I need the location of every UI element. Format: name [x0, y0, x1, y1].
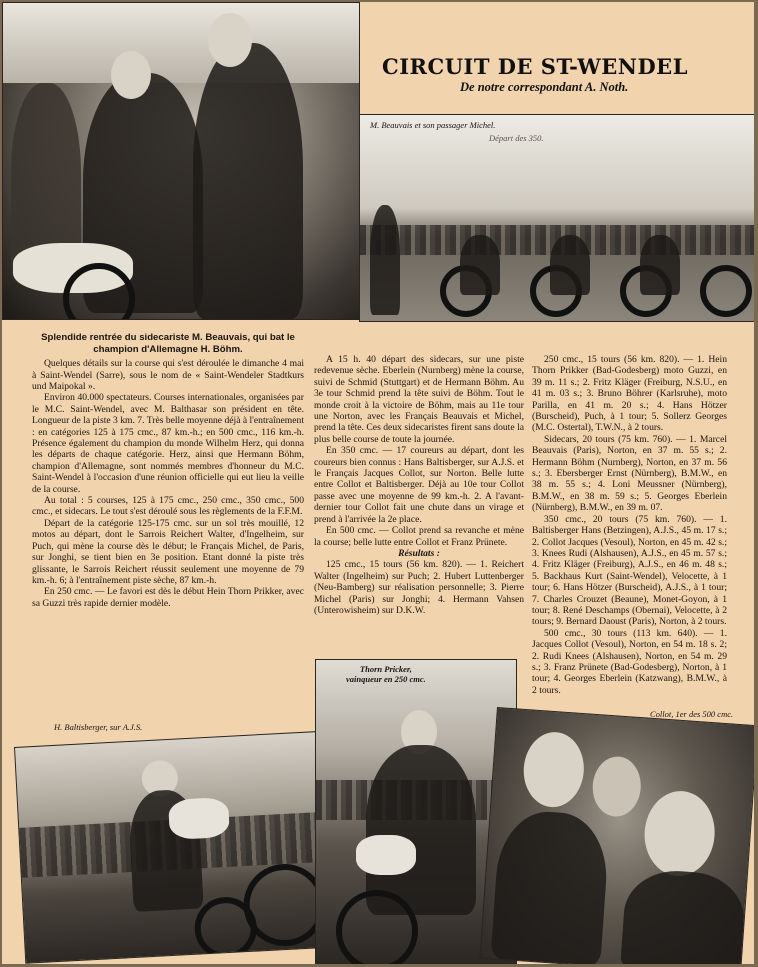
caption-thorn-pricker: Thorn Pricker, vainqueur en 250 cmc.	[346, 664, 426, 684]
article-column-2	[314, 354, 524, 616]
article-column-3	[532, 354, 727, 696]
paragraph: En 250 cmc. — Le favori est dès le début Hein Thorn Prikker, avec sa Guzzi très rapide dernier modèle.	[32, 586, 304, 609]
paragraph: En 350 cmc. — 17 coureurs au départ, dont les coureurs bien connus : Hans Baltisberger, sur A.J.S. et le Français Jacques Collot, sur Norton. Belle lutte entre Collot et Baltisberger. Déjà au 10e tour Collot passe avec une moyenne de 99 km.-h. 2. A l'avant-dernier tour Collot fait une chute dans un virage et prend à l'arrivée la 2e place.	[314, 445, 524, 525]
paragraph: En 500 cmc. — Collot prend sa revanche et mène la course; belle lutte entre Collot et Franz Prünete.	[314, 525, 524, 548]
caption-beauvais: M. Beauvais et son passager Michel.	[370, 120, 496, 130]
article-headline: Splendide rentrée du sidecariste M. Beauvais, qui bat le champion d'Allemagne H. Böhm.	[41, 332, 295, 355]
photo-start-350	[359, 114, 754, 322]
results-sidecars: Sidecars, 20 tours (75 km. 760). — 1. Marcel Beauvais (Paris), Norton, en 37 m. 55 s.; 2. Hermann Böhm (Nurnberg), Norton, en 37 m. 56 s.; 3. Ebersberger Ernst (Nürnberg), B.M.W., en 38 m. 55 s.; 4. Loni Meussner (Nürnberg), B.M.W., en 38 m. 59 s.; 5. Georges Eberlein (Nürnberg), B.M.W., en 39 m. 07.	[532, 433, 727, 514]
paragraph: Au total : 5 courses, 125 à 175 cmc., 250 cmc., 350 cmc., 500 cmc., et sidecars. Le tout s'est déroulé sous les règlements de la F.F.M.	[32, 495, 304, 518]
results-heading: Résultats :	[398, 547, 440, 559]
paragraph: Environ 40.000 spectateurs. Courses internationales, organisées par le M.C. Saint-Wendel, avec M. Balthasar son président en tête. Longueur de la piste 3 km. 7. Très belle moyenne déjà à l'entraînement : en catégories 125 à 175 cmc., 87 km.-h.; en 500 cmc., 116 km.-h. Présence également du champion du monde Wilhelm Herz, qui donna les départs de chaque catégorie. Herz, ainsi que Hermann Böhm, champion d'Allemagne, sont nommés membres d'honneur du M.C. Saint-Wendel à l'occasion d'une réunion officielle qui eut lieu la veille de la course.	[32, 392, 304, 495]
paragraph: Départ de la catégorie 125-175 cmc. sur un sol très mouillé, 12 motos au départ, dont le Sarrois Reichert Walter, d'Ingelheim, sur Puch, qui mène la course dès le début; le Français Michel, de Paris, sur Jonghi, se tient bien en 3e position. Etant donné la piste très glissante, le Sarrois Reichert réussit seulement une moyenne de 79 km.-h. 6; à l'entraînement piste sèche, 87 km.-h.	[32, 517, 304, 586]
paragraph: A 15 h. 40 départ des sidecars, sur une piste redevenue sèche. Eberlein (Nurnberg) mène la course, suivi de Schmid (Stuttgart) et de Hermann Böhm. Au 3e tour Schmid prend la tête suivi de Böhm. Tout le monde croit à la victoire de Böhm, mais au 11e tour une Norton, avec les Français Beauvais et Michel, prend la tête. Ces deux sidecaristes firent sans doute la plus belle course de toute la journée.	[314, 354, 524, 445]
article-column-1	[32, 332, 304, 609]
results-125: 125 cmc., 15 tours (56 km. 820). — 1. Reichert Walter (Ingelheim) sur Puch; 2. Hubert Luttenberger (Neu-Bamberg) sur réalisation personnelle; 3. Pierre Michel (Paris) sur Jonghi; 4. Hermann Vahsen (Unterowisheim) sur D.K.W.	[314, 559, 524, 616]
results-350: 350 cmc., 20 tours (75 km. 760). — 1. Baltisberger Hans (Betzingen), A.J.S., 45 m. 17 s.; 2. Collot Jacques (Vesoul), Norton, en 45 m. 42 s.; 3. Knees Rudi (Alshausen), A.J.S., en 45 m. 57 s.; 4. Fritz Kläger (Freiburg), A.J.S., en 46 m. 48 s.; 5. Backhaus Kurt (Saint-Wendel), Velocette, à 1 tour; 6. Hans Hötzer (Burscheid), A.J.S., à 1 tour; 7. Charles Crouzet (Beaune), Monet-Goyon, à 1 tour; 8. René Deschamps (Obernai), Velocette, à 2 tours; 9. Bernard Daoust (Paris), Norton, à 2 tours.	[532, 513, 727, 628]
photo-collot	[479, 707, 754, 964]
magazine-page	[2, 2, 754, 964]
results-250: 250 cmc., 15 tours (56 km. 820). — 1. Hein Thorn Prikker (Bad-Godesberg) moto Guzzi, en 39 m. 11 s.; 2. Fritz Kläger (Freiburg, N.S.U., en 41 m. 03 s.; 3. Bruno Böhrer (Karlsruhe), moto Parilla, en 41 m. 20 s.; 4. Hans Hötzer (Burscheid), Puch, à 1 tour; 5. Sollerz Georges (M.C. Ostertal), T.W.N., à 2 tours.	[532, 354, 727, 434]
caption-depart: Départ des 350.	[489, 133, 544, 143]
photo-winners-laurels	[2, 2, 360, 320]
results-500: 500 cmc., 30 tours (113 km. 640). — 1. Jacques Collot (Vesoul), Norton, en 54 m. 18 s. 2; 2. Rudi Knees (Alshausen), Norton, en 54 m. 29 s.; 3. Franz Prünete (Bad-Godesberg), Norton, à 1 tour; 4. Georges Eberlein (Katzwang), B.M.W., à 2 tours.	[532, 627, 727, 696]
page-title: CIRCUIT DE ST-WENDEL	[382, 54, 688, 79]
paragraph: Quelques détails sur la course qui s'est déroulée le dimanche 4 mai à Saint-Wendel (Sarre), sous le nom de « Saint-Wendeler Stadtkurs und Maipokal ».	[32, 358, 304, 392]
page-subtitle: De notre correspondant A. Noth.	[460, 80, 629, 94]
photo-baltisberger	[14, 731, 337, 964]
caption-baltisberger: H. Baltisberger, sur A.J.S.	[54, 722, 143, 732]
caption-collot: Collot, 1er des 500 cmc.	[650, 709, 734, 719]
